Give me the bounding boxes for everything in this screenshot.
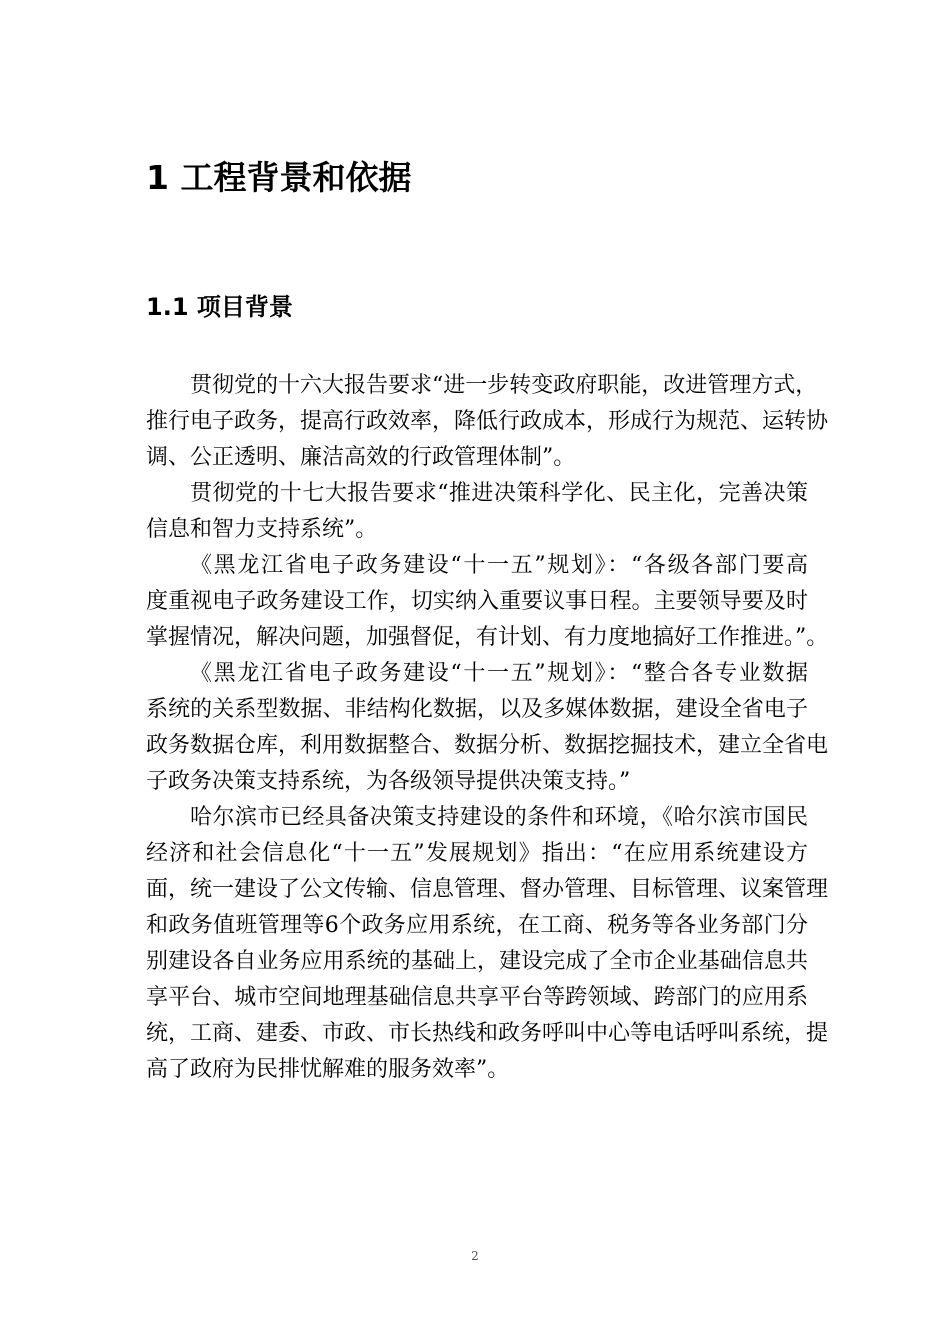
paragraph-line: 高了政府为民排忧解难的服务效率”。 (146, 1057, 510, 1082)
paragraph-line: 系统的关系型数据、非结构化数据，以及多媒体数据，建设全省电子 (146, 697, 808, 722)
paragraph-line: 信息和智力支持系统”。 (146, 517, 378, 542)
paragraph-line: 《黑龙江省电子政务建设“十一五”规划》：“整合各专业数据 (190, 661, 808, 686)
section-heading: 1.1 项目背景 (146, 293, 293, 321)
paragraph-line: 贯彻党的十七大报告要求“推进决策科学化、民主化，完善决策 (190, 481, 808, 506)
paragraph-line: 统，工商、建委、市政、市长热线和政务呼叫中心等电话呼叫系统，提 (146, 1021, 829, 1046)
paragraph (146, 656, 829, 800)
page-number: 2 (471, 1249, 479, 1263)
paragraph-line: 贯彻党的十六大报告要求“进一步转变政府职能，改进管理方式， (190, 373, 818, 398)
paragraph-line: 子政务决策支持系统，为各级领导提供决策支持。” (146, 769, 631, 794)
paragraph-line: 掌握情况，解决问题，加强督促，有计划、有力度地搞好工作推进。”。 (146, 625, 829, 650)
paragraph-line: 哈尔滨市已经具备决策支持建设的条件和环境，《哈尔滨市国民 (190, 805, 808, 830)
paragraph-line: 政务数据仓库，利用数据整合、数据分析、数据挖掘技术，建立全省电 (146, 733, 829, 758)
paragraph-line: 享平台、城市空间地理基础信息共享平台等跨领域、跨部门的应用系 (146, 985, 808, 1010)
paragraph-line: 经济和社会信息化“十一五”发展规划》指出：“在应用系统建设方 (146, 841, 808, 866)
paragraph (146, 548, 829, 656)
paragraph-line: 别建设各自业务应用系统的基础上，建设完成了全市企业基础信息共 (146, 949, 808, 974)
body-text (146, 368, 829, 1088)
paragraph-line: 和政务值班管理等6个政务应用系统，在工商、税务等各业务部门分 (146, 913, 808, 938)
paragraph (146, 476, 808, 548)
paragraph-line: 推行电子政务，提高行政效率，降低行政成本，形成行为规范、运转协 (146, 409, 829, 434)
paragraph (146, 800, 829, 1088)
paragraph (146, 368, 829, 476)
chapter-heading: 1 工程背景和依据 (146, 158, 412, 197)
paragraph-line: 调、公正透明、廉洁高效的行政管理体制”。 (146, 445, 576, 470)
paragraph-line: 面，统一建设了公文传输、信息管理、督办管理、目标管理、议案管理 (146, 877, 829, 902)
paragraph-line: 度重视电子政务建设工作，切实纳入重要议事日程。主要领导要及时 (146, 589, 808, 614)
paragraph-line: 《黑龙江省电子政务建设“十一五”规划》：“各级各部门要高 (190, 553, 808, 578)
